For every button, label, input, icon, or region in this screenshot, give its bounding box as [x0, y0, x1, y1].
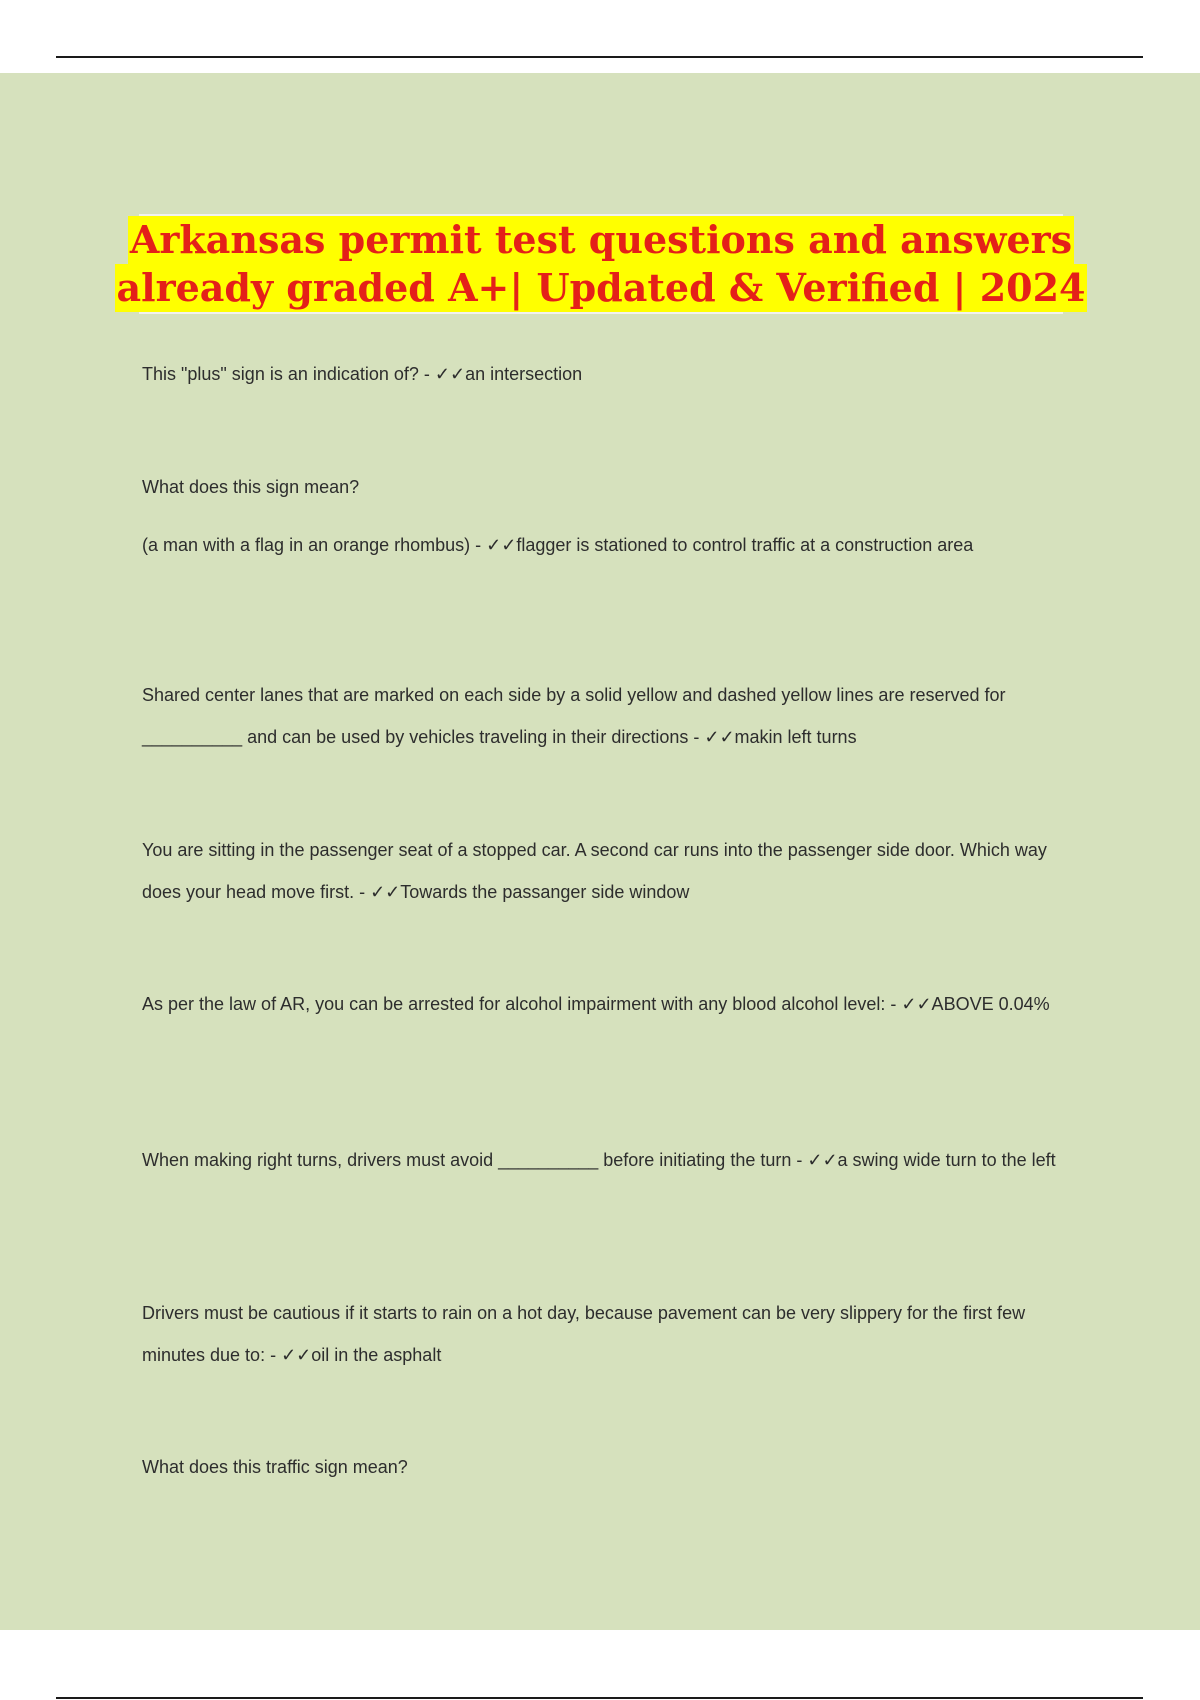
qa-item: [142, 524, 1062, 566]
qa-item: [142, 466, 1062, 508]
qa-item: [142, 674, 1062, 758]
title-line-1: Arkansas permit test questions and answers: [129, 217, 1073, 262]
qa-text: As per the law of AR, you can be arrested for alcohol impairment with any blood alcohol level: - ✓✓ABOVE 0.04%: [142, 994, 1050, 1014]
qa-item: [142, 353, 1062, 395]
qa-item: [142, 1446, 1062, 1488]
qa-item: [142, 1292, 1062, 1376]
qa-item: [142, 1139, 1062, 1181]
document-title: [116, 214, 1086, 314]
title-line-2: already graded A+| Updated & Verified | 2024: [116, 265, 1086, 310]
qa-item: [142, 829, 1062, 913]
qa-text: This "plus" sign is an indication of? - ✓✓an intersection: [142, 364, 583, 384]
qa-text: Drivers must be cautious if it starts to rain on a hot day, because pavement can be very slippery for the first few minutes due to: - ✓✓oil in the asphalt: [142, 1303, 1026, 1365]
qa-text: You are sitting in the passenger seat of a stopped car. A second car runs into the passenger side door. Which way does your head move first. - ✓✓Towards the passanger side window: [142, 840, 1047, 902]
qa-text: What does this traffic sign mean?: [142, 1457, 408, 1477]
qa-text: Shared center lanes that are marked on each side by a solid yellow and dashed yellow lines are reserved for __________ and can be used by vehicles traveling in their directions - ✓✓makin left turns: [142, 685, 1006, 747]
qa-text: When making right turns, drivers must avoid __________ before initiating the turn - ✓✓a swing wide turn to the left: [142, 1150, 1056, 1170]
qa-text: What does this sign mean?: [142, 477, 360, 497]
qa-item: [142, 983, 1062, 1025]
footer-rule: [56, 1697, 1143, 1699]
qa-text: (a man with a flag in an orange rhombus) - ✓✓flagger is stationed to control traffic at a construction area: [142, 535, 974, 555]
header-rule: [56, 56, 1143, 58]
